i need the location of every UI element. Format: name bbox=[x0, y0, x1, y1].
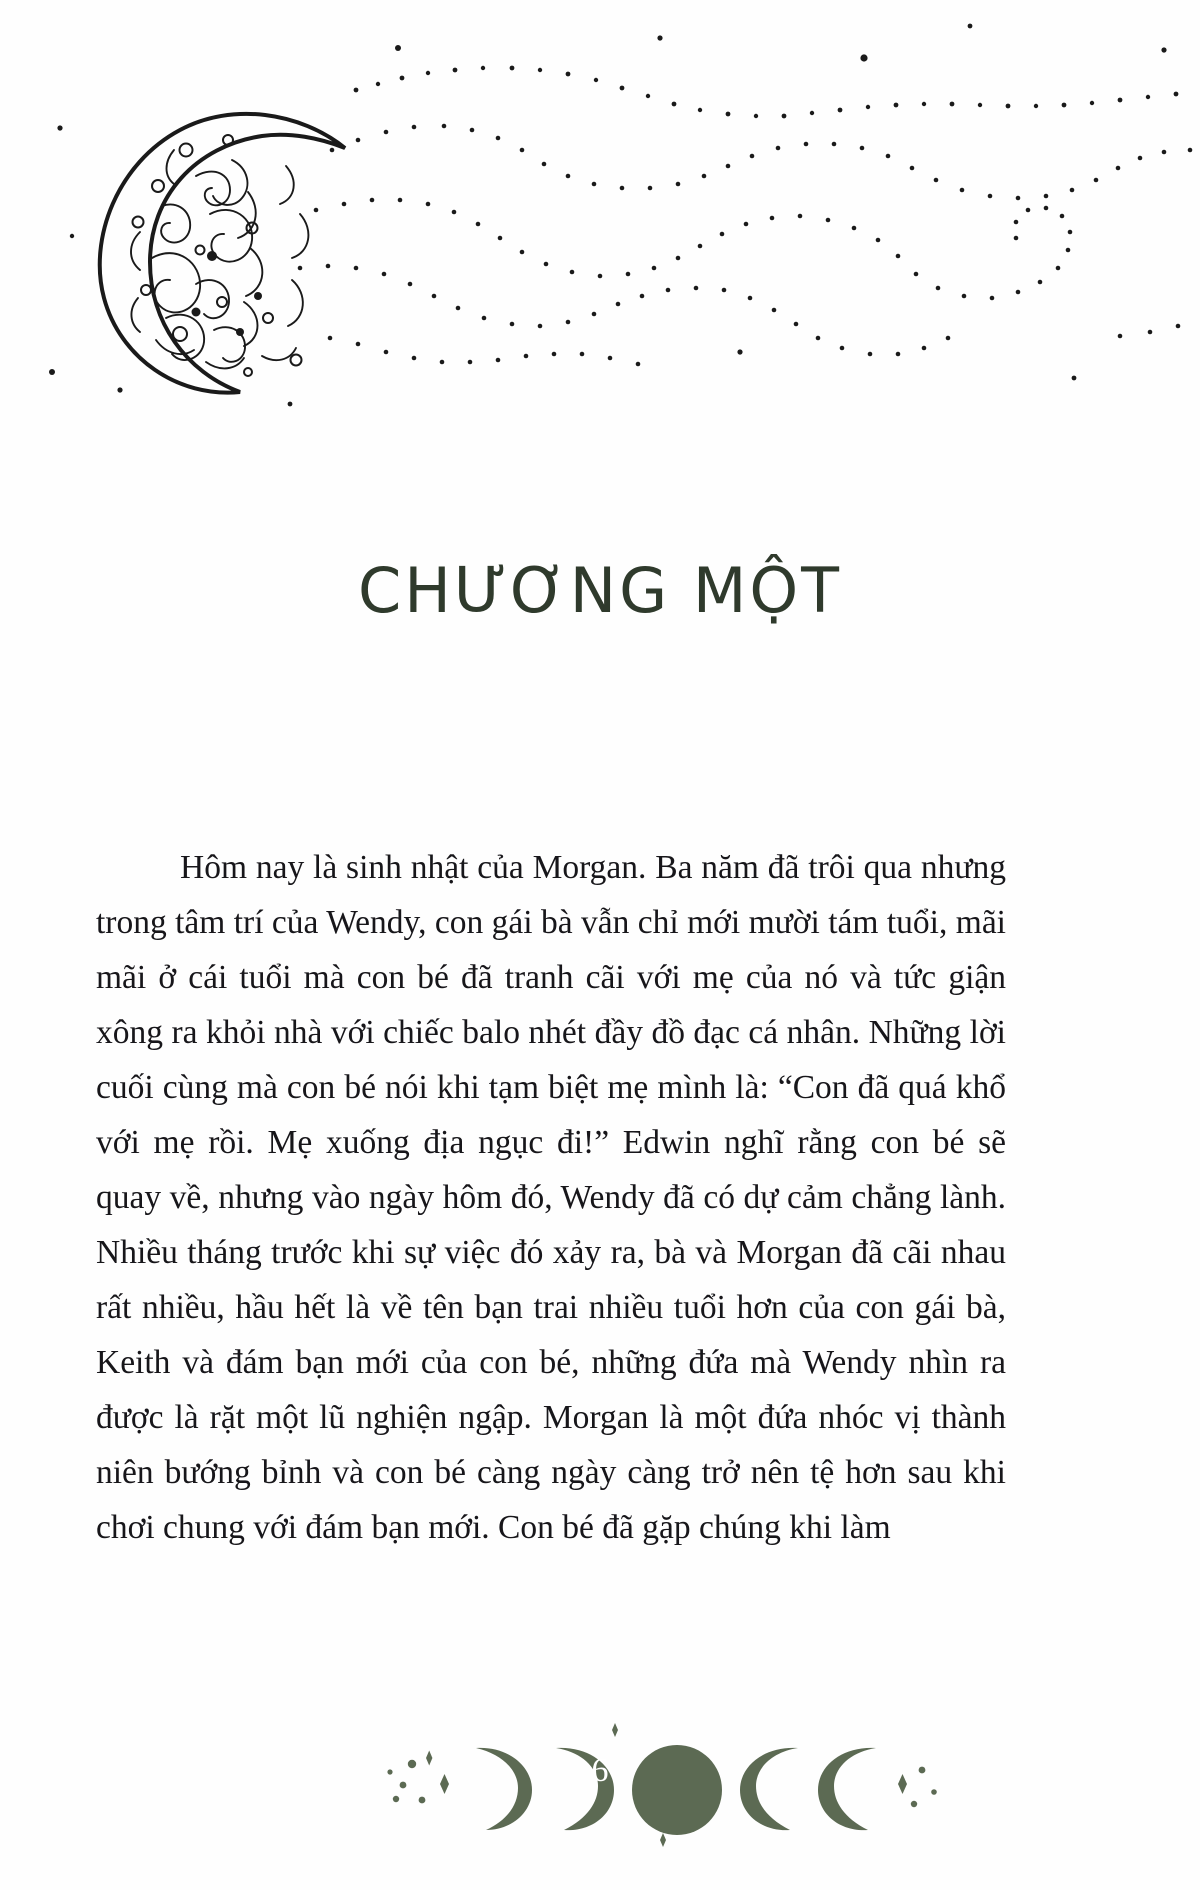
page-title bbox=[0, 554, 1200, 627]
crescent-moon-ornament-icon bbox=[0, 0, 1200, 430]
chapter-body bbox=[96, 840, 1006, 1555]
page-number-text: 6 bbox=[591, 1752, 609, 1789]
footer-decoration bbox=[0, 1700, 1200, 1850]
moon-phases-ornament-icon bbox=[0, 1700, 1200, 1850]
header-decoration bbox=[0, 0, 1200, 430]
body-paragraph: Hôm nay là sinh nhật của Morgan. Ba năm đã trôi qua nhưng trong tâm trí của Wendy, con gái bà vẫn chỉ mới mười tám tuổi, mãi mãi ở cái tuổi mà con bé đã tranh cãi với mẹ của nó và tức giận xông ra khỏi nhà với chiếc balo nhét đầy đồ đạc cá nhân. Những lời cuối cùng mà con bé nói khi tạm biệt mẹ mình là: “Con đã quá khổ với mẹ rồi. Mẹ xuống địa ngục đi!” Edwin nghĩ rằng con bé sẽ quay về, nhưng vào ngày hôm đó, Wendy đã có dự cảm chẳng lành. Nhiều tháng trước khi sự việc đó xảy ra, bà và Morgan đã cãi nhau rất nhiều, hầu hết là về tên bạn trai nhiều tuổi hơn của con gái bà, Keith và đám bạn mới của con bé, những đứa mà Wendy nhìn ra được là rặt một lũ nghiện ngập. Morgan là một đứa nhóc vị thành niên bướng bỉnh và con bé càng ngày càng trở nên tệ hơn sau khi chơi chung với đám bạn mới. Con bé đã gặp chúng khi làm bbox=[96, 849, 1006, 1546]
chapter-title-text: CHƯƠNG MỘT bbox=[357, 554, 842, 627]
